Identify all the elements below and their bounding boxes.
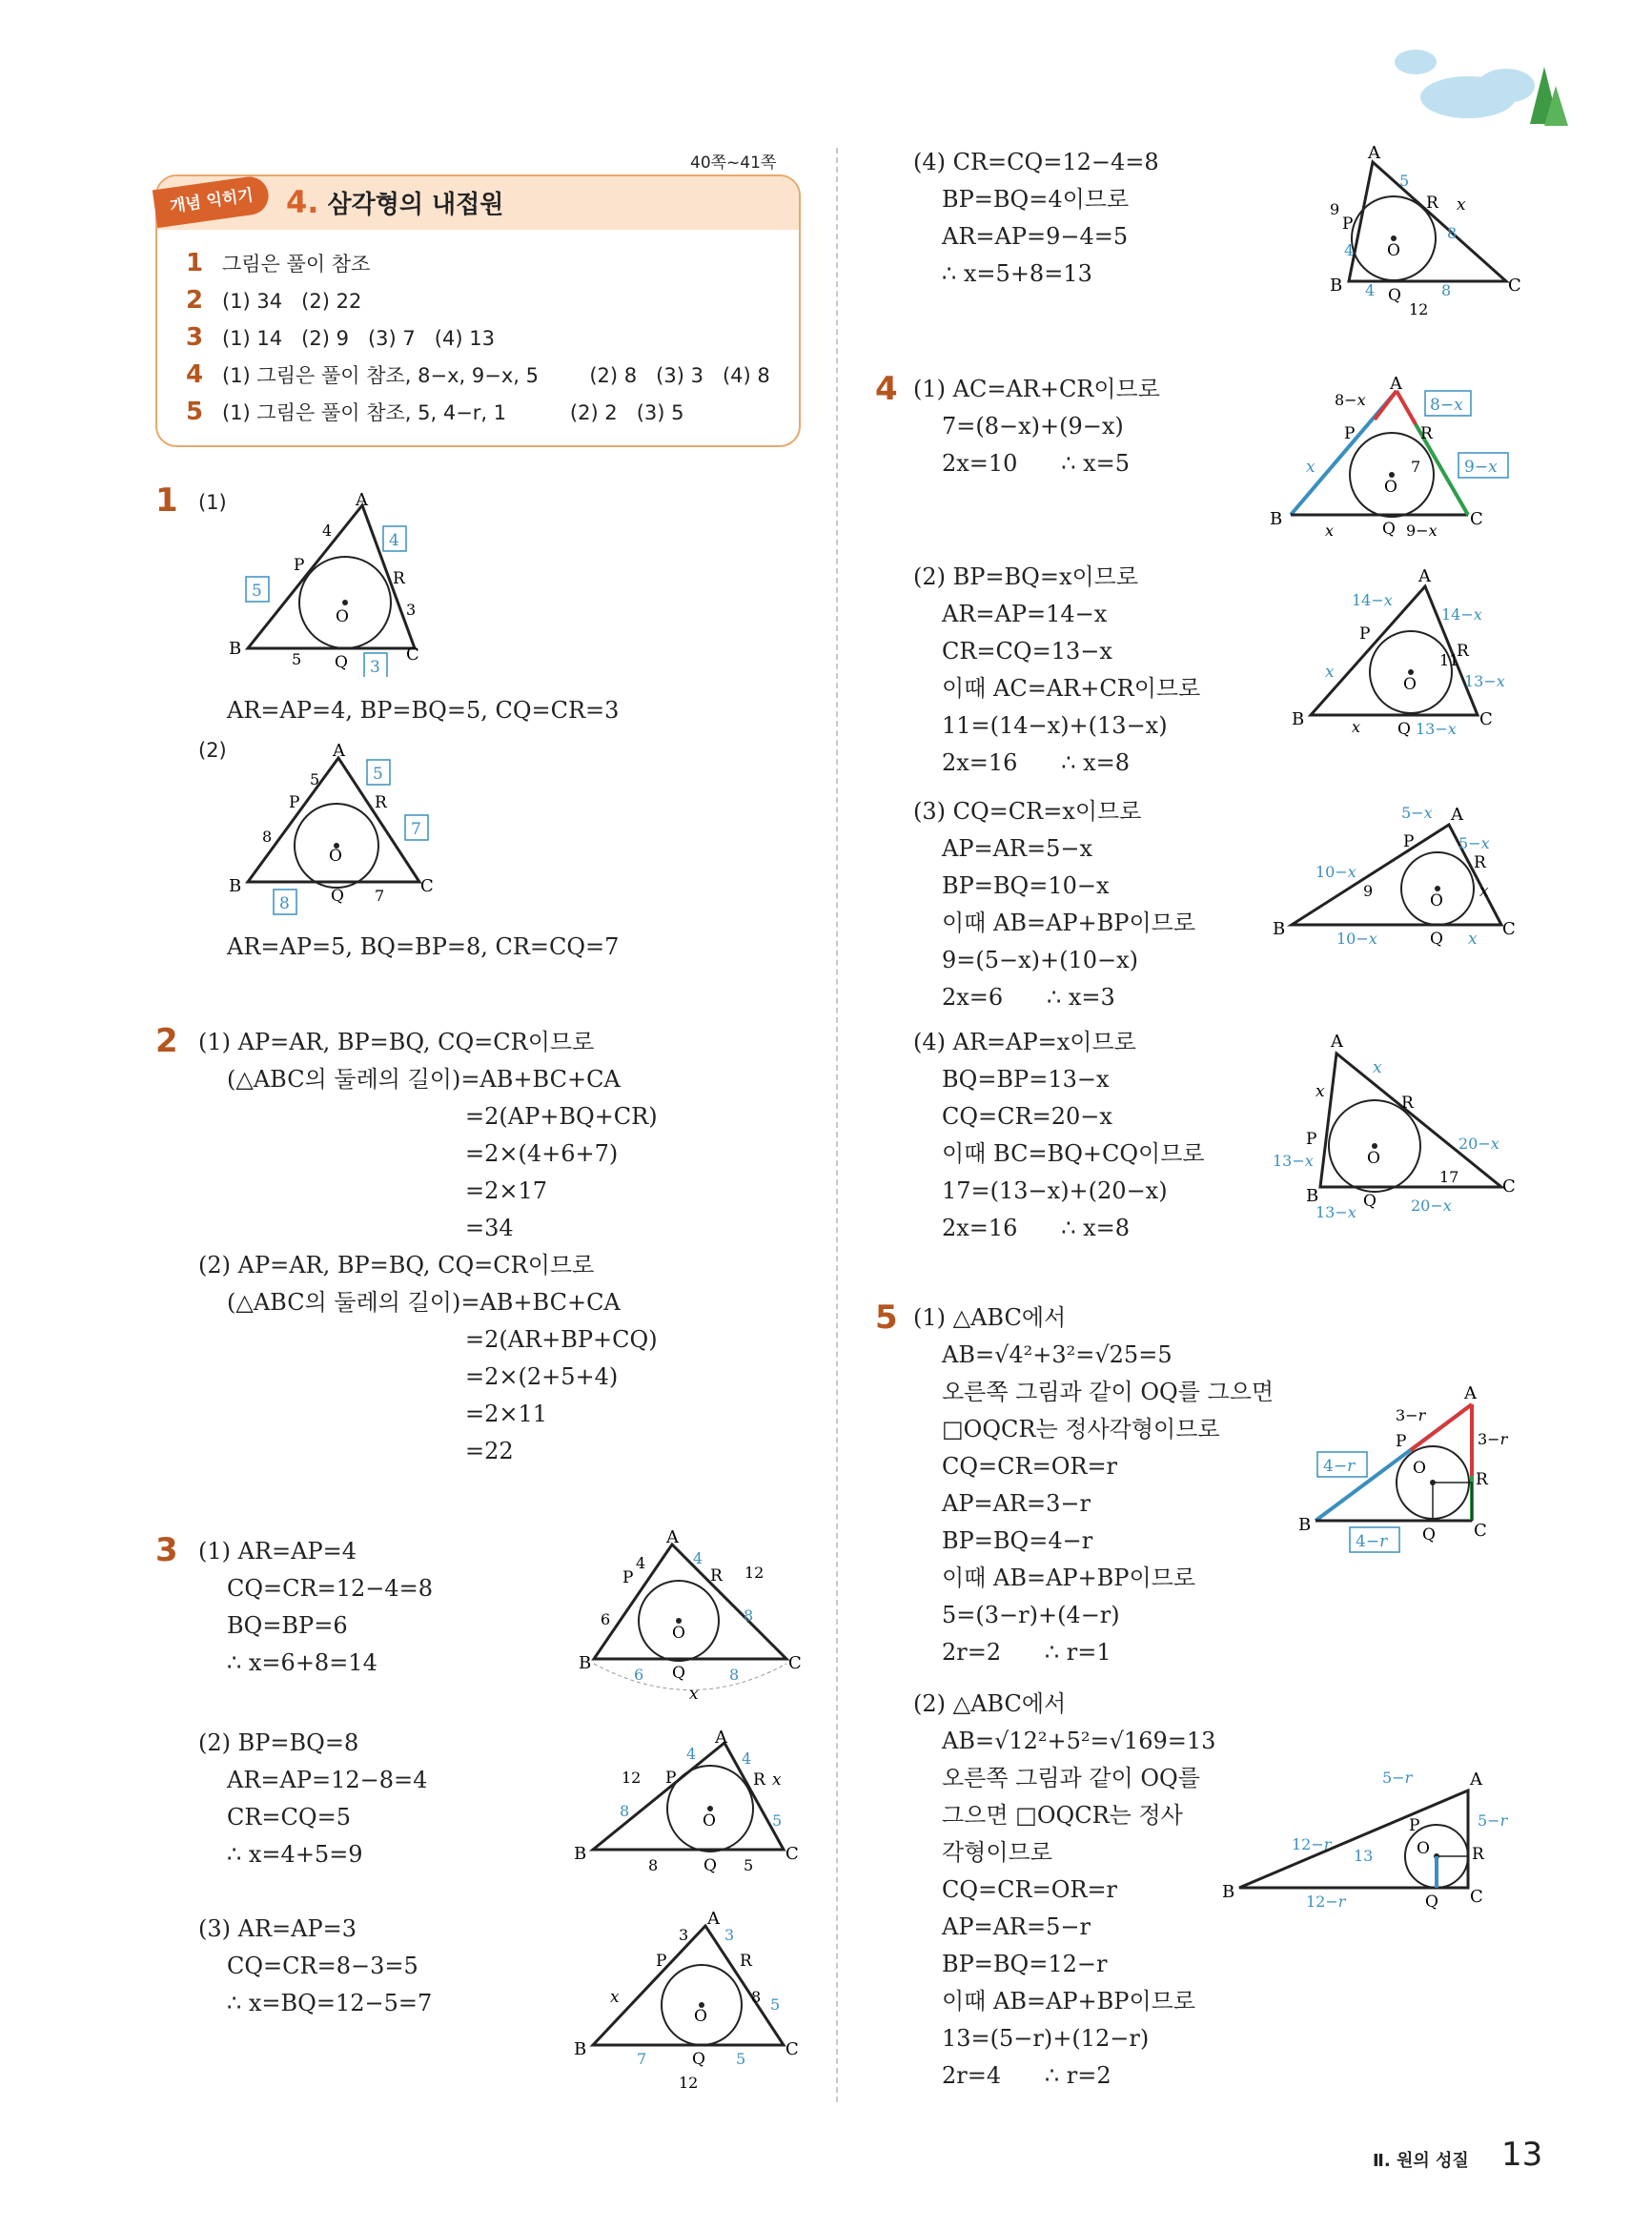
solution-line: AP=AR=3−r [942, 1490, 1091, 1517]
svg-text:12: 12 [622, 1769, 642, 1787]
svg-text:5−x: 5−x [1401, 804, 1433, 822]
svg-text:O: O [672, 1624, 685, 1643]
svg-text:O: O [1413, 1459, 1426, 1478]
solution-line: BP=BQ=4이므로 [942, 186, 1130, 213]
svg-text:O: O [1417, 1839, 1430, 1858]
solution-line: (△ABC의 둘레의 길이)=AB+BC+CA [227, 1066, 621, 1093]
svg-text:R: R [1476, 1470, 1488, 1489]
svg-text:5: 5 [310, 770, 320, 788]
svg-text:C: C [420, 876, 434, 896]
svg-text:8−x: 8−x [1430, 396, 1463, 415]
svg-text:8: 8 [262, 828, 273, 846]
svg-text:5: 5 [770, 1995, 781, 2014]
problem-number-1: 1 [155, 481, 178, 520]
solution-line: CR=CQ=5 [227, 1804, 351, 1831]
svg-text:R: R [740, 1952, 752, 1971]
svg-text:3: 3 [406, 601, 417, 619]
svg-text:5: 5 [252, 582, 262, 601]
svg-text:8: 8 [279, 894, 290, 913]
svg-text:Q: Q [335, 653, 348, 672]
svg-text:B: B [1292, 709, 1305, 729]
svg-text:C: C [1502, 919, 1516, 939]
solution-line: =2×17 [465, 1177, 548, 1204]
svg-text:8: 8 [751, 1988, 762, 2006]
solution-line: CQ=CR=12−4=8 [227, 1575, 433, 1602]
svg-text:3: 3 [724, 1926, 735, 1944]
svg-text:O: O [336, 607, 349, 626]
svg-text:x: x [1325, 663, 1335, 682]
svg-text:4: 4 [1344, 241, 1355, 259]
svg-text:O: O [1387, 241, 1400, 260]
section-name: 삼각형의 내접원 [327, 191, 504, 219]
solution-line: (1) AR=AP=4 [198, 1538, 357, 1565]
svg-text:6: 6 [601, 1610, 611, 1628]
solution-line: (4) CR=CQ=12−4=8 [913, 149, 1159, 175]
solution-line: 9=(5−x)+(10−x) [942, 947, 1139, 973]
solution-line: BQ=BP=6 [227, 1612, 348, 1639]
answer-row: 2 (1) 34 (2) 22 [186, 286, 362, 315]
svg-text:R: R [753, 1770, 765, 1790]
answer-line: AR=AP=4, BP=BQ=5, CQ=CR=3 [227, 697, 620, 724]
svg-text:B: B [579, 1653, 592, 1673]
solution-line: ∴ x=4+5=9 [227, 1841, 363, 1868]
svg-text:R: R [1474, 853, 1486, 872]
svg-text:4: 4 [742, 1749, 752, 1768]
svg-text:5: 5 [744, 1856, 754, 1874]
solution-line: 17=(13−x)+(20−x) [942, 1177, 1168, 1204]
svg-text:B: B [1298, 1515, 1312, 1535]
solution-line: □OQCR는 정사각형이므로 [942, 1416, 1220, 1442]
svg-text:x: x [772, 1770, 782, 1790]
solution-line: 그으면 □OQCR는 정사 [942, 1802, 1183, 1829]
svg-text:4: 4 [686, 1745, 697, 1763]
svg-text:13−x: 13−x [1464, 672, 1505, 690]
solution-line: =2×11 [465, 1401, 548, 1427]
svg-text:P: P [1342, 215, 1354, 234]
svg-text:5: 5 [772, 1811, 783, 1830]
svg-text:O: O [1403, 675, 1417, 694]
svg-text:4: 4 [693, 1549, 704, 1567]
svg-text:A: A [707, 1909, 720, 1929]
svg-text:Q: Q [331, 887, 344, 906]
svg-text:13−x: 13−x [1273, 1152, 1314, 1170]
svg-text:B: B [1330, 276, 1343, 296]
svg-text:O: O [694, 2007, 707, 2026]
solution-line: AP=AR=5−x [942, 835, 1093, 862]
solution-line: 2x=16 ∴ x=8 [942, 1215, 1131, 1241]
svg-text:20−x: 20−x [1411, 1197, 1452, 1215]
svg-text:5−r: 5−r [1478, 1811, 1508, 1830]
svg-text:O: O [329, 847, 342, 866]
svg-text:A: A [333, 741, 345, 761]
figure-4-4 [1268, 1030, 1525, 1220]
svg-text:4−r: 4−r [1356, 1532, 1388, 1551]
svg-text:20−x: 20−x [1458, 1135, 1499, 1153]
svg-text:3: 3 [370, 658, 380, 677]
svg-text:Q: Q [692, 2050, 705, 2069]
solution-line: CR=CQ=13−x [942, 638, 1112, 665]
svg-text:O: O [703, 1811, 716, 1831]
svg-text:3−r: 3−r [1478, 1430, 1508, 1448]
solution-line: =2(AP+BQ+CR) [465, 1103, 658, 1130]
solution-line: (3) CQ=CR=x이므로 [913, 798, 1142, 825]
svg-text:13: 13 [1354, 1847, 1374, 1865]
svg-text:P: P [1306, 1130, 1317, 1149]
answer-row: 1 그림은 풀이 참조 [186, 249, 371, 277]
svg-text:O: O [1384, 478, 1397, 497]
svg-text:B: B [1273, 919, 1286, 939]
svg-text:B: B [1270, 509, 1283, 529]
problem-number-4: 4 [875, 370, 898, 408]
solution-line: 11=(14−x)+(13−x) [942, 712, 1168, 739]
svg-text:x: x [1325, 522, 1335, 539]
svg-text:A: A [666, 1527, 679, 1547]
svg-text:8: 8 [1441, 281, 1452, 299]
svg-text:A: A [1464, 1383, 1477, 1403]
svg-text:12: 12 [679, 2074, 699, 2092]
svg-text:8: 8 [648, 1856, 659, 1874]
svg-text:R: R [1457, 642, 1469, 661]
solution-line: BP=BQ=4−r [942, 1527, 1093, 1554]
section-title [286, 184, 503, 220]
svg-text:x: x [1352, 718, 1361, 736]
svg-text:A: A [1451, 805, 1463, 825]
svg-text:R: R [393, 569, 405, 588]
svg-text:C: C [785, 2039, 799, 2059]
problem-number-5: 5 [875, 1299, 898, 1337]
figure-5-2 [1220, 1764, 1525, 1926]
svg-text:14−x: 14−x [1352, 591, 1393, 609]
svg-text:8: 8 [1447, 224, 1458, 242]
solution-line: AB=√12²+5²=√169=13 [942, 1728, 1216, 1754]
solution-line: =2×(4+6+7) [465, 1140, 619, 1167]
svg-text:13−x: 13−x [1416, 720, 1457, 738]
svg-text:P: P [1344, 424, 1356, 443]
svg-text:7: 7 [411, 820, 421, 839]
svg-text:x: x [1306, 458, 1315, 477]
svg-text:Q: Q [672, 1664, 685, 1683]
svg-text:4: 4 [636, 1554, 646, 1572]
svg-text:P: P [622, 1568, 634, 1587]
svg-text:P: P [665, 1769, 677, 1788]
svg-text:14−x: 14−x [1441, 605, 1482, 624]
solution-line: CQ=CR=20−x [942, 1103, 1112, 1130]
svg-text:x: x [610, 1988, 620, 2007]
solution-line: 2x=10 ∴ x=5 [942, 450, 1131, 477]
svg-text:8: 8 [620, 1802, 630, 1820]
svg-text:C: C [1470, 509, 1483, 529]
svg-text:O: O [1367, 1149, 1380, 1168]
svg-text:9−x: 9−x [1406, 522, 1438, 539]
svg-text:P: P [1359, 624, 1371, 644]
column-divider [836, 148, 838, 2102]
svg-text:C: C [406, 644, 419, 665]
svg-text:Q: Q [1363, 1192, 1377, 1211]
svg-text:9: 9 [1363, 882, 1374, 900]
solution-line: AB=√4²+3²=√25=5 [942, 1341, 1173, 1368]
svg-text:Q: Q [1397, 720, 1411, 739]
solution-line: CQ=CR=OR=r [942, 1876, 1118, 1903]
solution-line: 2x=16 ∴ x=8 [942, 749, 1131, 776]
answer-line: AR=AP=5, BQ=BP=8, CR=CQ=7 [227, 933, 620, 960]
svg-text:P: P [1396, 1432, 1407, 1451]
section-number: 4. [286, 184, 319, 220]
solution-line: 각형이므로 [942, 1839, 1052, 1866]
svg-text:11: 11 [1439, 651, 1459, 669]
solution-line: =34 [465, 1215, 514, 1241]
svg-text:P: P [1403, 832, 1415, 851]
solution-line: 13=(5−r)+(12−r) [942, 2025, 1150, 2052]
svg-text:C: C [1508, 276, 1521, 296]
svg-text:Q: Q [704, 1856, 717, 1875]
svg-text:5−x: 5−x [1458, 834, 1490, 852]
svg-text:13−x: 13−x [1315, 1203, 1356, 1220]
svg-text:C: C [1502, 1176, 1516, 1197]
svg-text:R: R [710, 1566, 723, 1586]
figure-1-1 [229, 486, 448, 677]
svg-text:5: 5 [736, 2050, 746, 2068]
svg-text:R: R [1472, 1845, 1484, 1864]
figure-4-3 [1268, 801, 1525, 953]
answer-row: 3 (1) 14 (2) 9 (3) 7 (4) 13 [186, 323, 495, 352]
svg-text:A: A [1418, 566, 1431, 586]
solution-line: ∴ x=5+8=13 [942, 260, 1092, 287]
svg-text:R: R [1420, 424, 1433, 443]
figure-4-2 [1287, 563, 1525, 744]
solution-line: 이때 AB=AP+BP이므로 [942, 1988, 1196, 2015]
svg-text:B: B [574, 1844, 587, 1864]
solution-line: 2r=2 ∴ r=1 [942, 1639, 1112, 1666]
svg-text:C: C [785, 1844, 799, 1864]
svg-text:5: 5 [292, 650, 302, 668]
svg-text:Q: Q [1425, 1892, 1438, 1912]
solution-line: BP=BQ=10−x [942, 872, 1110, 899]
cloud-tree-decoration [1373, 38, 1573, 133]
solution-line: 이때 AB=AP+BP이므로 [942, 910, 1196, 936]
solution-line: 7=(8−x)+(9−x) [942, 413, 1124, 440]
solution-line: =2(AR+BP+CQ) [465, 1326, 658, 1353]
solution-line: AP=AR=5−r [942, 1913, 1091, 1940]
svg-text:A: A [1390, 374, 1402, 394]
page-number: 13 [1501, 2136, 1543, 2174]
svg-text:C: C [1474, 1521, 1487, 1541]
svg-text:4−r: 4−r [1323, 1457, 1356, 1476]
svg-text:12: 12 [744, 1564, 765, 1582]
svg-text:R: R [1401, 1094, 1414, 1113]
solution-line: 2r=4 ∴ r=2 [942, 2062, 1112, 2089]
svg-text:4: 4 [389, 531, 399, 550]
solution-line: 이때 AB=AP+BP이므로 [942, 1565, 1196, 1591]
svg-text:x: x [1315, 1082, 1325, 1101]
figure-3-2 [572, 1726, 806, 1888]
svg-text:12−r: 12−r [1292, 1835, 1332, 1853]
solution-line: CQ=CR=8−3=5 [227, 1953, 418, 1979]
svg-text:x: x [1457, 195, 1466, 215]
svg-text:Q: Q [1388, 286, 1401, 305]
problem-number-2: 2 [155, 1022, 178, 1060]
svg-text:P: P [289, 793, 300, 812]
svg-text:C: C [1479, 709, 1493, 729]
svg-text:9: 9 [1330, 200, 1340, 218]
answer-row: 5 (1) 그림은 풀이 참조, 5, 4−r, 1 (2) 2 (3) 5 [186, 398, 684, 426]
sub-label: (1) [198, 491, 227, 514]
solution-line: =2×(2+5+4) [465, 1363, 619, 1390]
svg-text:8−x: 8−x [1335, 391, 1366, 409]
svg-text:x: x [689, 1685, 699, 1704]
solution-line: BQ=BP=13−x [942, 1066, 1110, 1093]
problem-number-3: 3 [155, 1531, 178, 1569]
figure-4-1 [1268, 372, 1525, 539]
solution-line: (1) AP=AR, BP=BQ, CQ=CR이므로 [198, 1029, 595, 1055]
solution-line: =22 [465, 1438, 514, 1464]
solution-line: 이때 BC=BQ+CQ이므로 [942, 1140, 1205, 1167]
solution-line: (2) △ABC에서 [913, 1690, 1067, 1717]
svg-text:A: A [356, 490, 368, 510]
solution-line: (2) BP=BQ=8 [198, 1729, 359, 1756]
svg-text:A: A [1470, 1770, 1482, 1790]
solution-line: AR=AP=14−x [942, 601, 1108, 627]
svg-text:B: B [574, 2039, 587, 2059]
svg-text:B: B [229, 876, 242, 896]
svg-text:Q: Q [1422, 1525, 1436, 1545]
svg-text:x: x [1468, 930, 1478, 949]
solution-line: ∴ x=6+8=14 [227, 1649, 377, 1676]
svg-text:5: 5 [1399, 172, 1410, 190]
svg-text:R: R [375, 793, 387, 812]
svg-text:3−r: 3−r [1396, 1406, 1426, 1424]
svg-text:O: O [1430, 891, 1443, 910]
solution-line: AR=AP=12−8=4 [227, 1767, 428, 1793]
svg-text:P: P [656, 1952, 667, 1971]
svg-text:Q: Q [1382, 520, 1396, 539]
svg-text:5: 5 [373, 765, 383, 784]
solution-line: 2x=6 ∴ x=3 [942, 984, 1115, 1011]
answer-summary-box [155, 174, 801, 447]
figure-3-3 [572, 1907, 806, 2097]
svg-text:9−x: 9−x [1464, 458, 1498, 477]
chapter-label: Ⅱ. 원의 성질 [1373, 2151, 1469, 2171]
svg-text:8: 8 [729, 1666, 740, 1684]
solution-line: BP=BQ=12−r [942, 1951, 1108, 1977]
svg-text:A: A [1368, 143, 1380, 163]
solution-line: (△ABC의 둘레의 길이)=AB+BC+CA [227, 1289, 621, 1316]
svg-text:10−x: 10−x [1315, 863, 1356, 881]
svg-text:B: B [1306, 1186, 1319, 1206]
solution-line: (4) AR=AP=x이므로 [913, 1029, 1136, 1055]
svg-text:x: x [1479, 882, 1489, 901]
figure-1-2 [224, 739, 443, 920]
svg-text:A: A [1331, 1032, 1343, 1052]
solution-line: (3) AR=AP=3 [198, 1915, 357, 1942]
solution-line: (2) BP=BQ=x이므로 [913, 563, 1139, 590]
sub-label: (2) [198, 739, 227, 762]
solution-line: 오른쪽 그림과 같이 OQ를 [942, 1765, 1200, 1791]
svg-text:7: 7 [375, 887, 385, 905]
svg-text:P: P [294, 556, 305, 575]
solution-line: (1) △ABC에서 [913, 1304, 1067, 1331]
svg-text:12: 12 [1409, 300, 1429, 318]
svg-text:7: 7 [1411, 458, 1421, 476]
solution-line: (2) AP=AR, BP=BQ, CQ=CR이므로 [198, 1252, 595, 1279]
solution-line: AR=AP=9−4=5 [942, 223, 1129, 250]
svg-text:B: B [229, 639, 242, 659]
svg-text:Q: Q [1430, 930, 1443, 949]
solution-line: 이때 AC=AR+CR이므로 [942, 675, 1201, 702]
svg-text:8: 8 [744, 1606, 754, 1625]
concept-badge: 개념 익히기 [153, 174, 271, 228]
svg-text:B: B [1222, 1882, 1235, 1902]
svg-text:A: A [715, 1728, 727, 1748]
svg-text:3: 3 [679, 1926, 689, 1944]
svg-text:7: 7 [637, 2050, 647, 2068]
svg-text:17: 17 [1439, 1168, 1459, 1186]
solution-line: ∴ x=BQ=12−5=7 [227, 1990, 433, 2016]
answer-row: 4 (1) 그림은 풀이 참조, 8−x, 9−x, 5 (2) 8 (3) 3 (4) 8 [186, 360, 770, 389]
svg-text:C: C [1470, 1887, 1483, 1907]
svg-text:4: 4 [322, 522, 333, 540]
page-range: 40쪽~41쪽 [690, 153, 777, 173]
solution-line: (1) AC=AR+CR이므로 [913, 376, 1160, 402]
svg-text:P: P [1409, 1816, 1420, 1835]
svg-text:C: C [788, 1653, 802, 1673]
figure-3-4 [1325, 143, 1525, 319]
svg-text:4: 4 [1365, 281, 1376, 299]
svg-text:5−r: 5−r [1382, 1769, 1413, 1787]
figure-3-1 [577, 1525, 806, 1707]
figure-5-1 [1296, 1378, 1525, 1554]
svg-text:6: 6 [634, 1666, 644, 1684]
solution-line: 오른쪽 그림과 같이 OQ를 그으면 [942, 1379, 1275, 1405]
svg-text:R: R [1426, 194, 1438, 213]
svg-text:10−x: 10−x [1336, 930, 1377, 948]
svg-text:12−r: 12−r [1306, 1892, 1346, 1911]
solution-line: 5=(3−r)+(4−r) [942, 1602, 1120, 1628]
svg-text:x: x [1373, 1058, 1382, 1077]
solution-line: CQ=CR=OR=r [942, 1453, 1118, 1480]
